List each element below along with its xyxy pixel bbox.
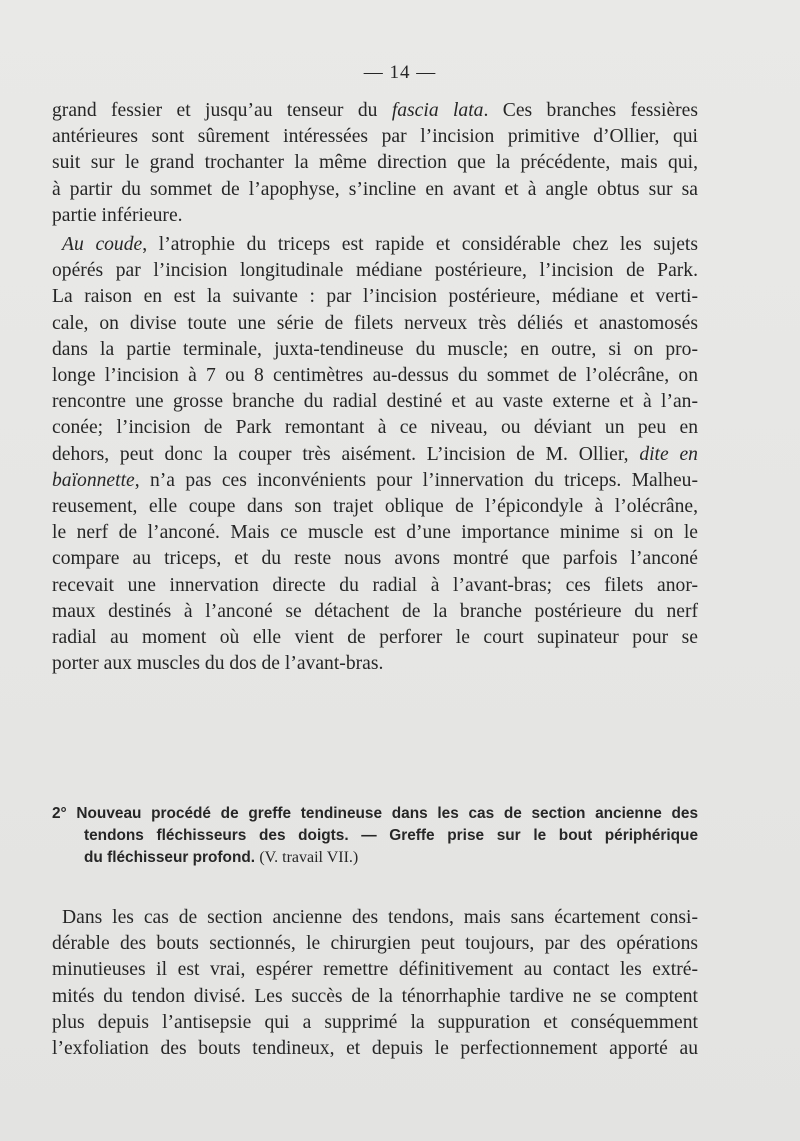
text-line: grand fessier et jusqu’au tenseur du fascia lata. Ces branches fessières [52, 100, 698, 121]
text-line: longe l’incision à 7 ou 8 centimètres au-dessus du sommet de l’olécrâne, on [52, 365, 698, 387]
text-line: plus depuis l’antisepsie qui a supprimé la suppuration et conséquemment [52, 1011, 698, 1033]
text-line: l’exfoliation des bouts tendineux, et depuis le perfectionnement apporté au [52, 1038, 698, 1060]
text-line: radial au moment où elle vient de perforer le court supinateur pour se [52, 627, 698, 649]
paragraph-1 [52, 98, 698, 229]
paragraph-3 [52, 905, 698, 1062]
italic-term: baïonnette [52, 469, 135, 491]
text-line: cale, on divise toute une série de filets nerveux très déliés et anastomosés [52, 312, 698, 334]
italic-term: Au coude [62, 234, 143, 255]
text-line: maux destinés à l’anconé se détachent de la branche postérieure du nerf [52, 600, 698, 622]
italic-term: dite en [639, 443, 698, 465]
text-line: mités du tendon divisé. Les succès de la ténorrhaphie tardive ne se comptent [52, 985, 698, 1007]
text-line: Dans les cas de section ancienne des tendons, mais sans écartement consi- [62, 907, 698, 928]
text-line: dérable des bouts sectionnés, le chirurgien peut toujours, par des opérations [52, 933, 698, 955]
paragraph-2 [52, 232, 698, 677]
page-number: — 14 — [363, 62, 437, 83]
text-line: antérieures sont sûrement intéressées par l’incision primitive d’Ollier, qui [52, 126, 698, 148]
text-line: dehors, peut donc la couper très aisément. L’incision de M. Ollier, dite en [52, 443, 698, 465]
text-line: partie inférieure. [52, 204, 183, 226]
text-line: suit sur le grand trochanter la même direction que la précédente, mais qui, [52, 152, 698, 174]
text-line: recevait une innervation directe du radial à l’avant-bras; ces filets anor- [52, 574, 698, 596]
text-line: opérés par l’incision longitudinale médiane postérieure, l’incision de Park. [52, 260, 698, 282]
text-line: le nerf de l’anconé. Mais ce muscle est d’une importance minime si on le [52, 522, 698, 544]
text-line: minutieuses il est vrai, espérer remettre définitivement au contact les extré- [52, 959, 698, 981]
text-line: compare au triceps, et du reste nous avons montré que parfois l’anconé [52, 548, 698, 570]
text-line: porter aux muscles du dos de l’avant-bras. [52, 653, 384, 675]
text-line: rencontre une grosse branche du radial destiné et au vaste externe et à l’an- [52, 391, 698, 413]
text-line: reusement, elle coupe dans son trajet oblique de l’épicondyle à l’olécrâne, [52, 496, 698, 518]
text-line: à partir du sommet de l’apophyse, s’incline en avant et à angle obtus sur sa [52, 178, 698, 200]
text-line: dans la partie terminale, juxta-tendineuse du muscle; en outre, si on pro- [52, 338, 698, 360]
heading-line: 2° Nouveau procédé de greffe tendineuse dans les cas de section ancienne des [52, 805, 698, 822]
heading-line: tendons fléchisseurs des doigts. — Greffe prise sur le bout périphérique [84, 827, 698, 844]
italic-term: fascia lata [391, 100, 484, 121]
text-line: La raison en est la suivante : par l’incision postérieure, médiane et verti- [52, 286, 698, 308]
work-reference: (V. travail VII.) [259, 849, 359, 866]
section-heading [52, 803, 698, 869]
heading-line: du fléchisseur profond. (V. travail VII.) [84, 849, 359, 866]
text-line: baïonnette, n’a pas ces inconvénients pour l’innervation du triceps. Malheu- [52, 469, 698, 491]
text-line: conée; l’incision de Park remontant à ce niveau, ou déviant un peu en [52, 417, 698, 439]
text-line: Au coude, l’atrophie du triceps est rapide et considérable chez les sujets [62, 234, 699, 255]
